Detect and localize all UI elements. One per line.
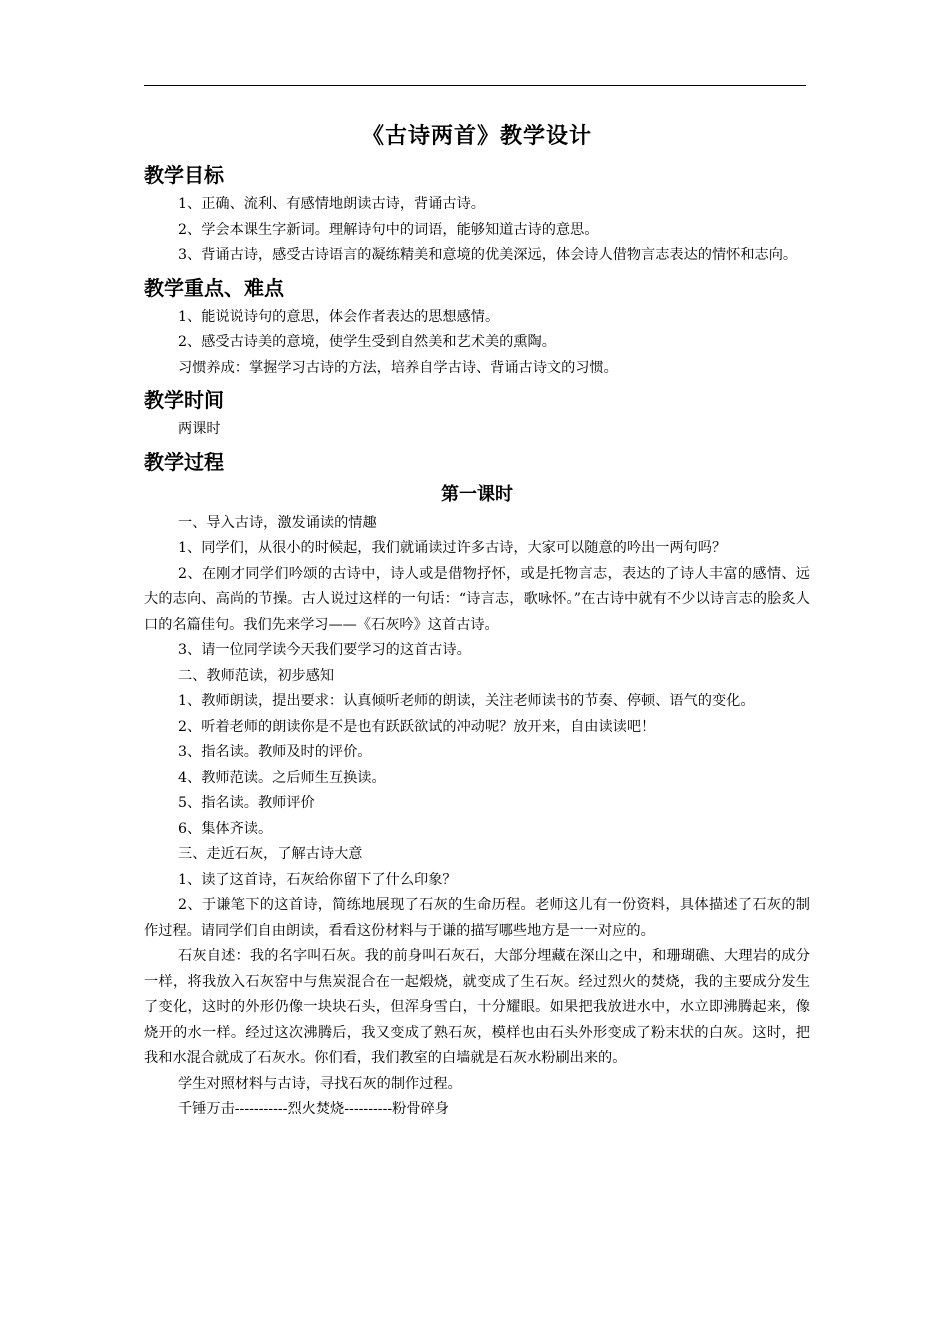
paragraph: 2、于谦笔下的这首诗，简练地展现了石灰的生命历程。老师这儿有一份资料，具体描述了石灰的制作过程。请同学们自由朗读，看看这份材料与于谦的描写哪些地方是一一对应的。: [144, 897, 810, 939]
paragraph: 两课时: [178, 421, 221, 437]
paragraph: 学生对照材料与古诗，寻找石灰的制作过程。: [178, 1075, 462, 1092]
paragraph: 三、走近石灰，了解古诗大意: [178, 846, 363, 862]
paragraph: 1、能说说诗句的意思，体会作者表达的思想感情。: [178, 308, 500, 325]
paragraph: 石灰自述：我的名字叫石灰。我的前身叫石灰石，大部分埋藏在深山之中，和珊瑚礁、大理岩的成分一样，将我放入石灰窑中与焦炭混合在一起煅烧，就变成了生石灰。经过烈火的焚烧，我的主要成分发生了变化，这时的外形仍像一块块石头，但浑身雪白，十分耀眼。如果把我放进水中，水立即沸腾起来，像烧开的水一样。经过这次沸腾后，我又变成了熟石灰，模样也由石头外形变成了粉末状的白灰。这时，把我和水混合就成了石灰水。你们看，我们教室的白墙就是石灰水粉刷出来的。: [144, 948, 810, 1066]
paragraph: 1、读了这首诗，石灰给你留下了什么印象？: [178, 871, 457, 888]
section-heading-objectives: 教学目标: [144, 163, 224, 187]
lesson-subheading: 第一课时: [441, 483, 513, 505]
paragraph: 6、集体齐读。: [178, 820, 273, 837]
document-title: 《古诗两首》教学设计: [361, 124, 592, 149]
paragraph: 一、导入古诗，激发诵读的情趣: [178, 514, 377, 531]
paragraph: 习惯养成：掌握学习古诗的方法，培养自学古诗、背诵古诗文的习惯。: [178, 359, 618, 376]
section-heading-process: 教学过程: [144, 449, 224, 474]
paragraph: 4、教师范读。之后师生互换读。: [178, 769, 386, 786]
paragraph: 1、教师朗读，提出要求：认真倾听老师的朗读，关注老师读书的节奏、停顿、语气的变化。: [178, 693, 755, 709]
paragraph: 3、指名读。教师及时的评价。: [178, 744, 372, 760]
paragraph: 1、同学们，从很小的时候起，我们就诵读过许多古诗，大家可以随意的吟出一两句吗？: [178, 540, 727, 556]
document-body: [144, 118, 810, 1123]
paragraph: 3、请一位同学读今天我们要学习的这首古诗。: [178, 642, 471, 658]
paragraph: 千锤万击-----------烈火焚烧----------粉骨碎身: [178, 1101, 449, 1117]
paragraph: 2、在刚才同学们吟颂的古诗中，诗人或是借物抒怀，或是托物言志，表达的了诗人丰富的感情、远大的志向、高尚的节操。古人说过这样的一句话：“诗言志，歌咏怀。”在古诗中就有不少以诗言志的脍炙人口的名篇佳句。我们先来学习——《石灰吟》这首古诗。: [144, 565, 810, 633]
paragraph: 2、学会本课生字新词。理解诗句中的词语，能够知道古诗的意思。: [178, 221, 599, 238]
section-heading-time: 教学时间: [144, 388, 224, 412]
paragraph: 2、听着老师的朗读你是不是也有跃跃欲试的冲动呢？放开来，自由读读吧！: [178, 718, 656, 735]
paragraph: 1、正确、流利、有感情地朗读古诗，背诵古诗。: [178, 196, 485, 212]
paragraph: 2、感受古诗美的意境，使学生受到自然美和艺术美的熏陶。: [178, 334, 556, 350]
header-rule: [144, 85, 806, 86]
paragraph: 5、指名读。教师评价: [178, 795, 315, 811]
section-heading-key-points: 教学重点、难点: [144, 275, 284, 300]
paragraph: 二、教师范读，初步感知: [178, 667, 335, 684]
paragraph: 3、背诵古诗，感受古诗语言的凝练精美和意境的优美深远，体会诗人借物言志表达的情怀和志向。: [178, 247, 798, 263]
